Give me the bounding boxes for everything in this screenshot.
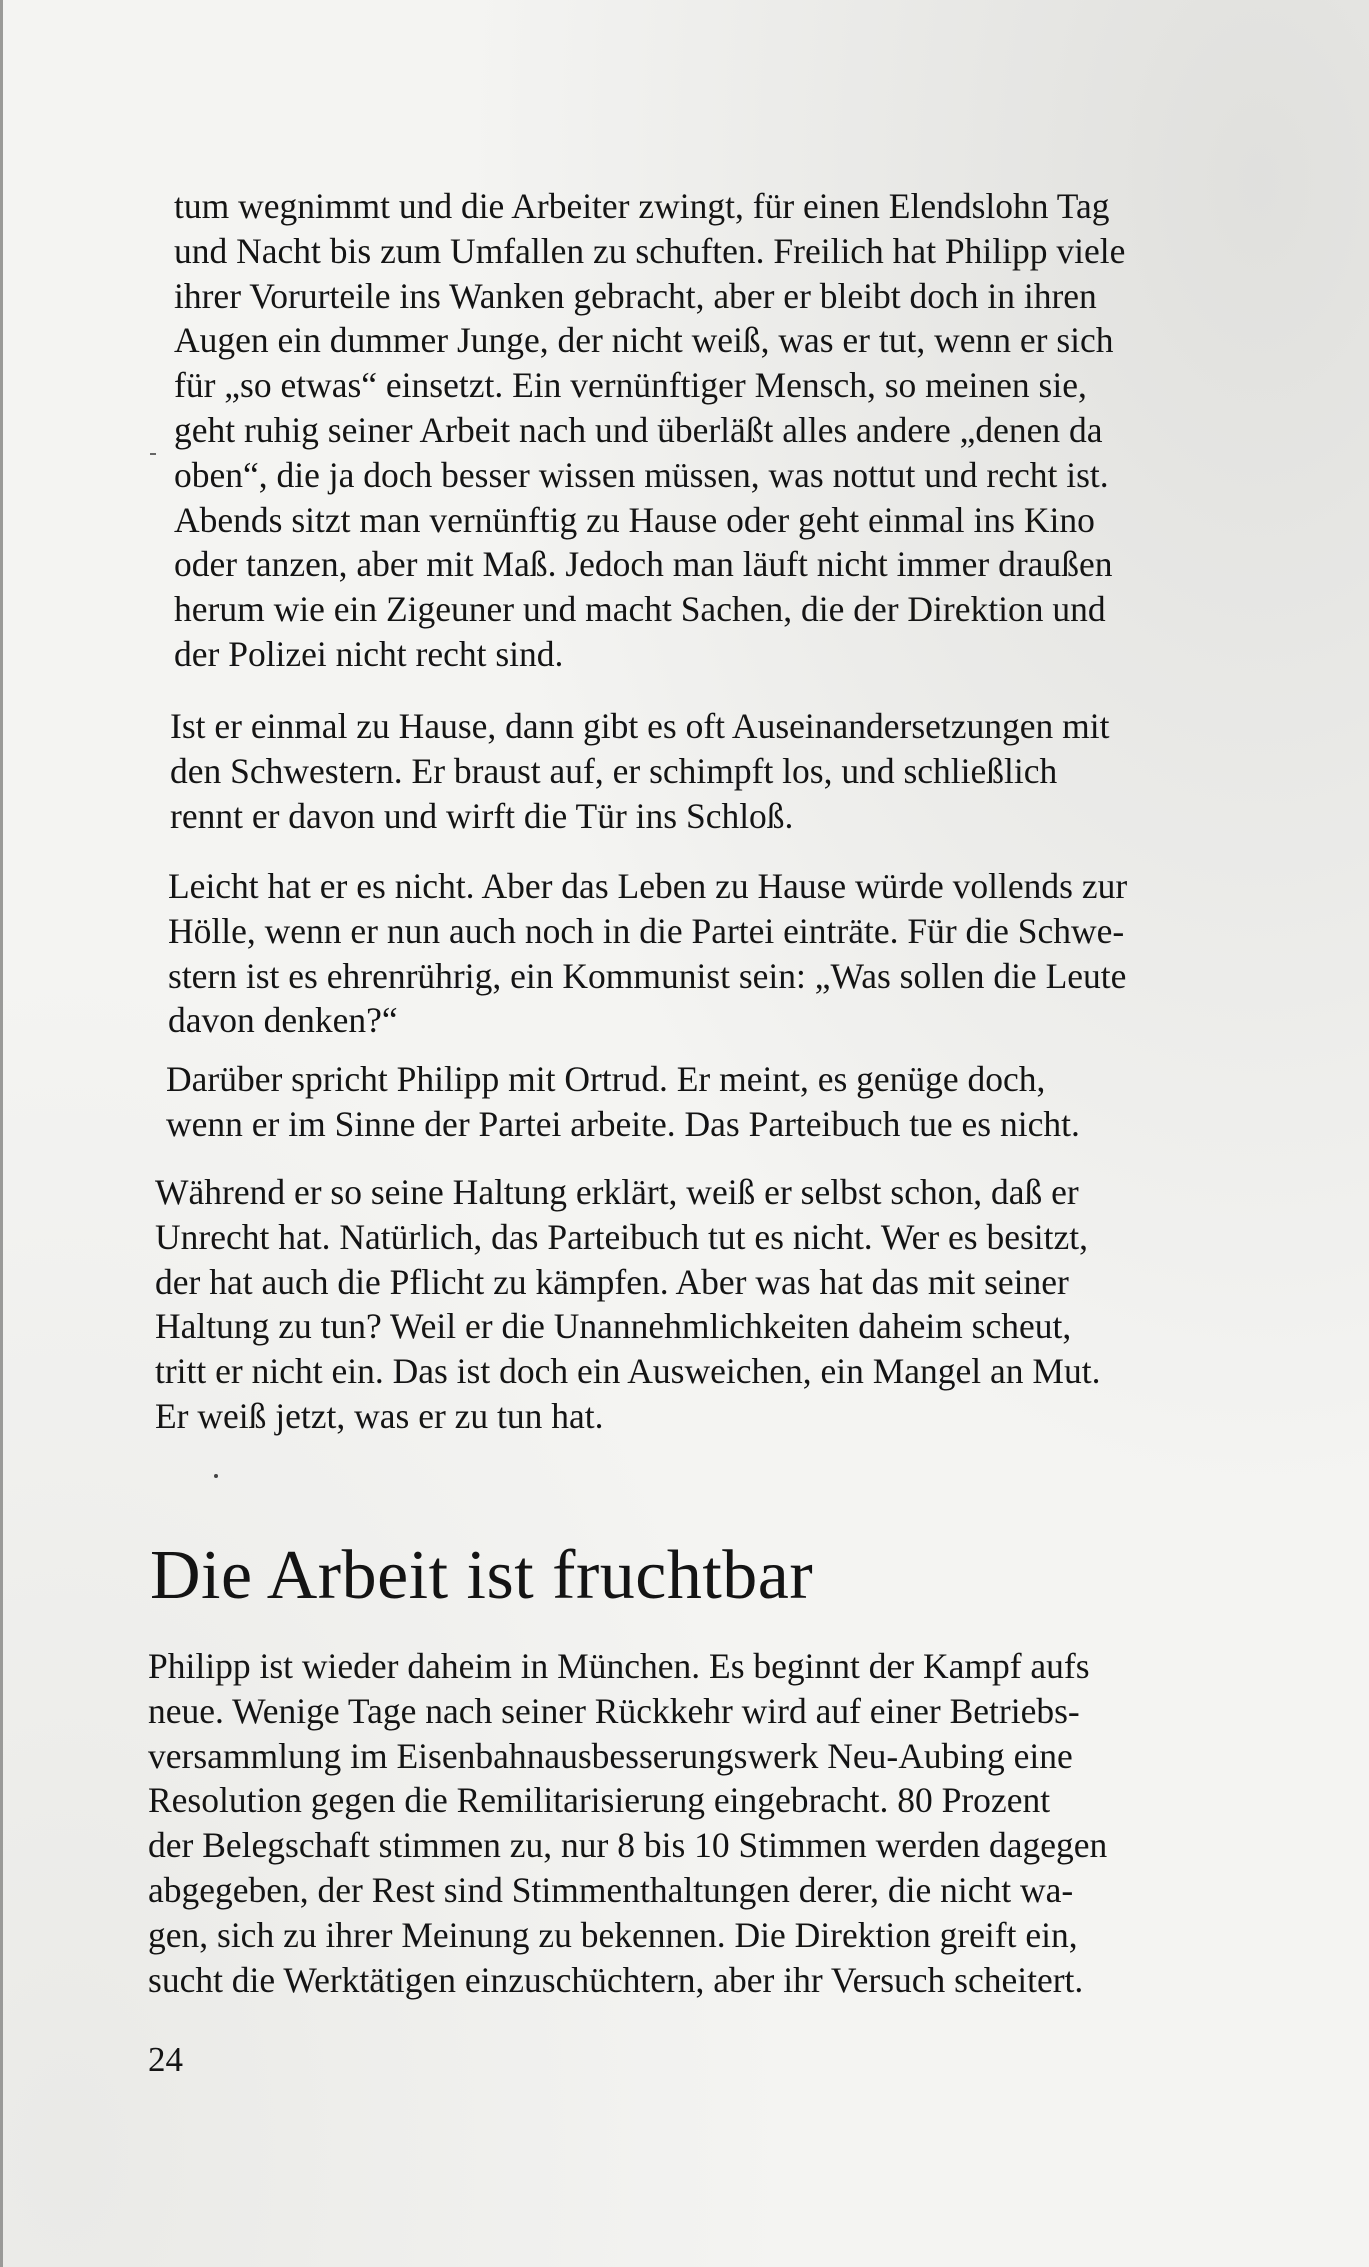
paragraph-5: [155, 1170, 1275, 1439]
print-mark: [150, 453, 156, 455]
paragraph-3: [168, 864, 1276, 1043]
paragraph-4: [166, 1057, 1274, 1147]
page-number: 24: [148, 2040, 183, 2079]
paragraph-2: [170, 704, 1278, 838]
paragraph-text: Darüber spricht Philipp mit Ortrud. Er meint, es genüge doch, wenn er im Sinne der Partei arbeite. Das Parteibuch tue es nicht.: [166, 1059, 1080, 1144]
paragraph-1: [174, 184, 1292, 677]
section-heading: Die Arbeit ist fruchtbar: [150, 1537, 814, 1614]
print-dot: [214, 1474, 218, 1478]
paragraph-text: Während er so seine Haltung erklärt, weiß er selbst schon, daß er Unrecht hat. Natürlich, das Parteibuch tut es nicht. Wer es besitzt, der hat auch die Pflicht zu kämpfen. Aber was hat das mit seiner Haltung zu tun? Weil er die Unannehmlichkeiten daheim scheut, tritt er nicht ein. Das ist doch ein Ausweichen, ein Mangel an Mut. Er weiß jetzt, was er zu tun hat.: [155, 1172, 1101, 1436]
paragraph-text: Ist er einmal zu Hause, dann gibt es oft Auseinandersetzungen mit den Schwestern. Er braust auf, er schimpft los, und schließlich rennt er davon und wirft die Tür ins Schloß.: [170, 706, 1110, 836]
page-edge-shadow: [0, 0, 3, 2267]
paragraph-text: tum wegnimmt und die Arbeiter zwingt, für einen Elendslohn Tag und Nacht bis zum Umfallen zu schuften. Freilich hat Philipp viele ihrer Vorurteile ins Wanken gebracht, aber er bleibt doch in ihren Augen ein dummer Junge, der nicht weiß, was er tut, wenn er sich für „so etwas“ einsetzt. Ein vernünftiger Mensch, so meinen sie, geht ruhig seiner Arbeit nach und überläßt alles andere „denen da oben“, die ja doch besser wissen müssen, was nottut und recht ist. Abends sitzt man vernünftig zu Hause oder geht einmal ins Kino oder tanzen, aber mit Maß. Jedoch man läuft nicht immer draußen herum wie ein Zigeuner und macht Sachen, die der Direktion und der Polizei nicht recht sind.: [174, 186, 1126, 674]
paragraph-text: Leicht hat er es nicht. Aber das Leben zu Hause würde vollends zur Hölle, wenn er nun auch noch in die Partei einträte. Für die Schwe- stern ist es ehrenrührig, ein Kommunist sein: „Was sollen die Leute davon denken?“: [168, 866, 1128, 1041]
paragraph-text: Philipp ist wieder daheim in München. Es beginnt der Kampf aufs neue. Wenige Tage nach seiner Rückkehr wird auf einer Betriebs- versammlung im Eisenbahnausbesserungswerk Neu-Aubing eine Resolution gegen die Remilitarisierung eingebracht. 80 Prozent der Belegschaft stimmen zu, nur 8 bis 10 Stimmen werden dagegen abgegeben, der Rest sind Stimmenthaltungen derer, die nicht wa- gen, sich zu ihrer Meinung zu bekennen. Die Direktion greift ein, sucht die Werktätigen einzuschüchtern, aber ihr Versuch scheitert.: [148, 1646, 1108, 2000]
section-paragraph: [148, 1644, 1258, 2002]
